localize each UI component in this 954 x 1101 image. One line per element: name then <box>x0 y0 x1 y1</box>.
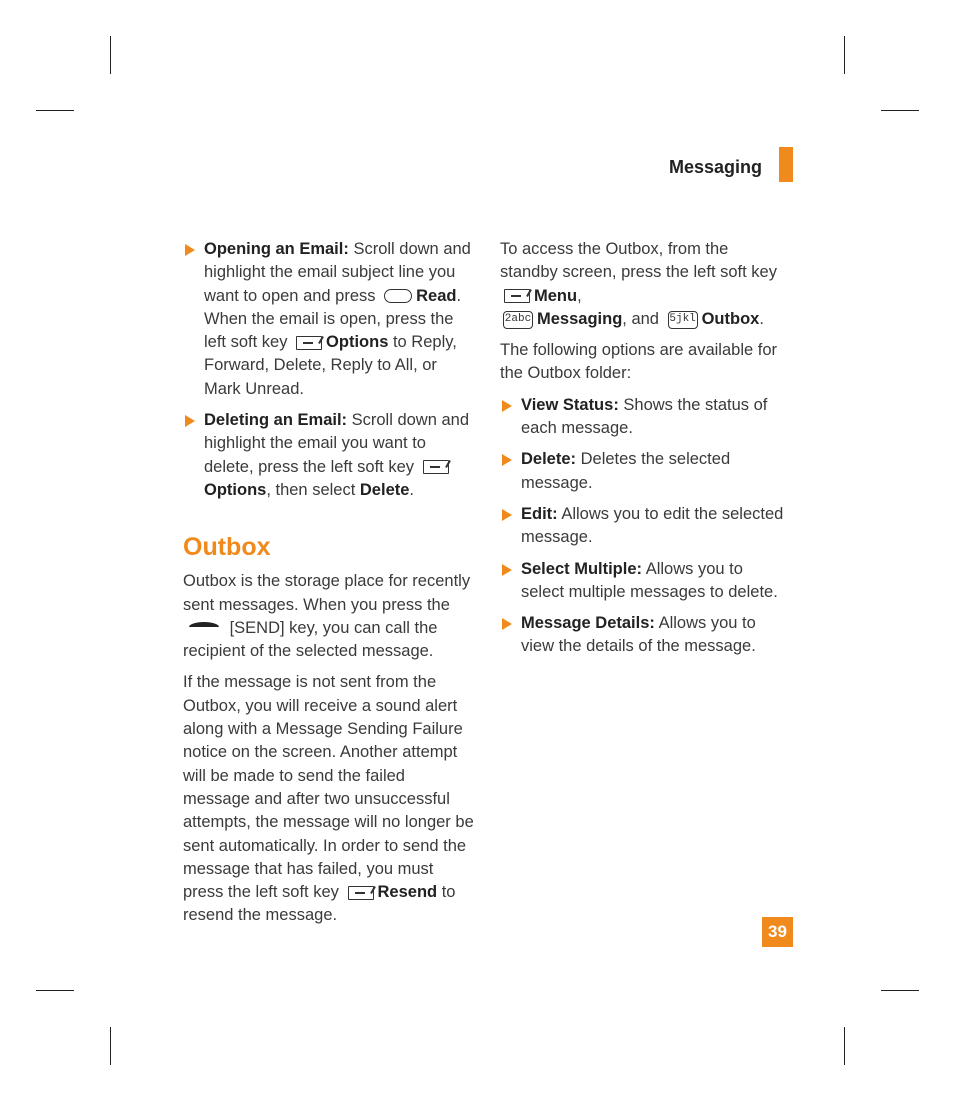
bullet-text: . <box>409 480 415 499</box>
crop-mark <box>844 1027 845 1065</box>
page-number: 39 <box>762 917 793 947</box>
bullet-arrow-icon <box>185 415 195 427</box>
option-text: Allows you to view the details of the message. <box>521 614 756 656</box>
send-key-icon <box>187 622 221 636</box>
section-title: Messaging <box>668 157 762 177</box>
paragraph-text: , and <box>622 309 664 328</box>
crop-mark <box>844 36 845 74</box>
bullet-text: Scroll down and highlight the email subject line you want to open and press <box>204 240 471 305</box>
option-text: Allows you to edit the selected message. <box>521 504 784 547</box>
option-text: Deletes the selected message. <box>521 450 731 492</box>
key-label: Delete <box>359 480 410 499</box>
access-paragraph <box>500 238 790 331</box>
softkey-icon <box>504 289 530 303</box>
bullet-label: Opening an Email: <box>204 240 349 258</box>
option-label: Message Details: <box>521 614 655 633</box>
paragraph-text: [SEND] key, you can call the recipient of the selected message. <box>183 618 438 661</box>
softkey-icon <box>296 336 322 350</box>
crop-mark <box>36 110 74 111</box>
number-key-icon: 2abc <box>503 311 533 329</box>
bullet-arrow-icon <box>502 618 512 630</box>
crop-mark <box>110 1027 111 1065</box>
number-key-icon: 5jkl <box>668 311 698 329</box>
option-item <box>500 448 790 495</box>
softkey-icon <box>423 460 449 474</box>
key-label: Outbox <box>701 309 760 328</box>
paragraph-text: If the message is not sent from the Outbox, you will receive a sound alert along with a Message Sending Failure notice on the screen. Another attempt will be made to send the failed message and after two unsuccessful attempts, the message will no longer be sent automatically. In order to send the message that has failed, you must press the left soft key <box>183 673 474 902</box>
crop-mark <box>881 990 919 991</box>
key-label: Menu <box>534 286 578 305</box>
ok-key-icon <box>384 289 412 303</box>
right-column <box>500 238 790 667</box>
paragraph-text: To access the Outbox, from the standby screen, press the left soft key <box>500 240 777 282</box>
bullet-text: Scroll down and highlight the email you want to delete, press the left soft key <box>204 411 470 476</box>
bullet-arrow-icon <box>502 564 512 576</box>
bullet-opening-email <box>183 238 475 401</box>
paragraph-text: . <box>759 309 764 328</box>
option-label: Delete: <box>521 450 577 469</box>
option-text: Shows the status of each message. <box>521 395 768 438</box>
option-label: View Status: <box>521 395 619 414</box>
bullet-text: to Reply, Forward, Delete, Reply to All, or Mark Unread. <box>204 333 457 398</box>
key-label: Messaging <box>537 309 623 328</box>
option-item <box>500 394 790 441</box>
key-label: Read <box>416 286 457 305</box>
crop-mark <box>881 110 919 111</box>
crop-mark <box>110 36 111 74</box>
option-item <box>500 558 790 605</box>
outbox-paragraph <box>183 671 475 927</box>
paragraph-text: to resend the message. <box>183 883 456 925</box>
bullet-arrow-icon <box>502 400 512 412</box>
outbox-heading: Outbox <box>183 533 271 562</box>
bullet-arrow-icon <box>502 454 512 466</box>
bullet-deleting-email <box>183 409 475 502</box>
option-text: Allows you to select multiple messages to delete. <box>521 559 778 601</box>
option-item <box>500 612 790 659</box>
option-label: Select Multiple: <box>521 559 643 578</box>
option-item <box>500 503 790 550</box>
options-intro: The following options are available for the Outbox folder: <box>500 341 777 383</box>
bullet-arrow-icon <box>185 244 195 256</box>
bullet-label: Deleting an Email: <box>204 411 348 430</box>
paragraph-text: Outbox is the storage place for recently sent messages. When you press the <box>183 572 471 614</box>
left-column <box>183 238 475 936</box>
outbox-paragraph <box>183 570 475 663</box>
section-accent-bar <box>779 147 793 182</box>
key-label: Options <box>204 480 267 499</box>
key-label: Options <box>326 333 389 352</box>
bullet-arrow-icon <box>502 509 512 521</box>
softkey-icon <box>348 886 374 900</box>
key-label: Resend <box>377 883 438 902</box>
paragraph-text: , <box>577 286 582 305</box>
crop-mark <box>36 990 74 991</box>
bullet-text: , then select <box>266 480 360 499</box>
bullet-text: . When the email is open, press the left soft key <box>204 286 462 352</box>
option-label: Edit: <box>521 504 558 523</box>
